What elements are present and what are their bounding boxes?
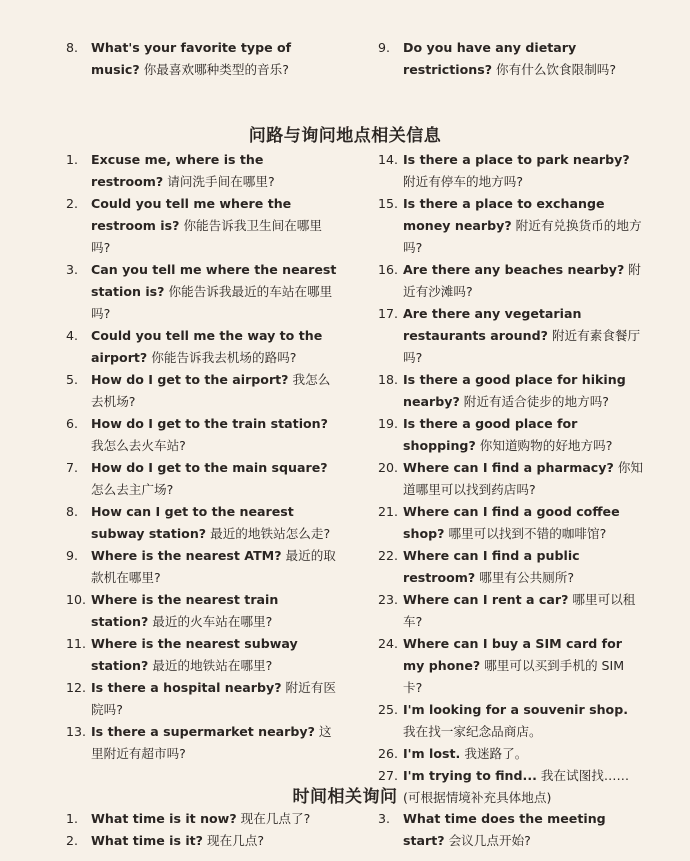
chinese-translation: 附近有沙滩吗? <box>403 262 641 299</box>
chinese-translation: 附近有停车的地方吗? <box>403 174 524 189</box>
item-number: 13. <box>66 724 87 739</box>
chinese-translation: 附近有适合徒步的地方吗? <box>463 394 609 409</box>
item-number: 22. <box>378 548 399 563</box>
english-phrase: I'm lost. <box>403 746 461 761</box>
phrase-item <box>378 699 644 743</box>
chinese-translation: 怎么去主广场? <box>91 482 174 497</box>
phrase-item <box>66 193 338 259</box>
chinese-translation: 哪里可以买到手机的 SIM 卡? <box>403 658 625 695</box>
phrase-item <box>66 677 338 721</box>
section-title-directions: 问路与询问地点相关信息 <box>248 126 442 146</box>
english-phrase: Excuse me, where is the restroom? <box>91 152 264 189</box>
item-number: 8. <box>66 504 79 519</box>
item-number: 11. <box>66 636 87 651</box>
chinese-translation: 请问洗手间在哪里? <box>167 174 275 189</box>
english-phrase: Is there a supermarket nearby? <box>91 724 315 739</box>
english-phrase: Where can I rent a car? <box>403 592 569 607</box>
chinese-translation: 你最喜欢哪种类型的音乐? <box>143 62 289 77</box>
item-number: 6. <box>66 416 79 431</box>
english-phrase: Where is the nearest train station? <box>91 592 279 629</box>
english-phrase: Are there any beaches nearby? <box>403 262 625 277</box>
chinese-translation: 我怎么去火车站? <box>91 438 186 453</box>
phrase-item <box>66 545 338 589</box>
phrase-item <box>66 457 338 501</box>
item-number: 25. <box>378 702 399 717</box>
item-number: 9. <box>378 40 391 55</box>
item-number: 20. <box>378 460 399 475</box>
phrase-item <box>66 589 338 633</box>
item-number: 1. <box>66 152 79 167</box>
phrase-item <box>378 413 644 457</box>
item-number: 27. <box>378 768 399 783</box>
phrase-item <box>378 37 644 81</box>
item-number: 15. <box>378 196 399 211</box>
phrase-item <box>378 545 644 589</box>
english-phrase: What time is it? <box>91 833 203 848</box>
english-phrase: I'm looking for a souvenir shop. <box>403 702 628 717</box>
item-number: 2. <box>66 833 79 848</box>
english-phrase: How can I get to the nearest subway station? <box>91 504 294 541</box>
chinese-translation: 现在几点了? <box>240 811 311 826</box>
phrase-item <box>378 149 644 193</box>
chinese-translation: 我在找一家纪念品商店。 <box>403 724 542 739</box>
chinese-translation: 你能告诉我最近的车站在哪里吗? <box>91 284 333 321</box>
item-number: 3. <box>378 811 391 826</box>
english-phrase: Do you have any dietary restrictions? <box>403 40 577 77</box>
english-phrase: Are there any vegetarian restaurants around? <box>403 306 582 343</box>
item-number: 18. <box>378 372 399 387</box>
english-phrase: Where is the nearest subway station? <box>91 636 298 673</box>
phrase-item <box>378 369 644 413</box>
phrase-item <box>378 743 644 765</box>
item-number: 3. <box>66 262 79 277</box>
chinese-translation: 现在几点? <box>207 833 265 848</box>
english-phrase: How do I get to the airport? <box>91 372 289 387</box>
chinese-translation: 最近的地铁站怎么走? <box>210 526 331 541</box>
english-phrase: Is there a hospital nearby? <box>91 680 282 695</box>
chinese-translation: 最近的取款机在哪里? <box>91 548 336 585</box>
time-right-column <box>378 808 644 852</box>
phrase-item <box>66 808 338 830</box>
chinese-translation: 最近的火车站在哪里? <box>152 614 273 629</box>
english-phrase: Where is the nearest ATM? <box>91 548 282 563</box>
item-number: 7. <box>66 460 79 475</box>
directions-right-column <box>378 149 644 809</box>
english-phrase: Where can I find a public restroom? <box>403 548 580 585</box>
english-phrase: How do I get to the main square? <box>91 460 328 475</box>
item-number: 2. <box>66 196 79 211</box>
chinese-translation: 哪里有公共厕所? <box>479 570 575 585</box>
phrase-item <box>66 830 338 852</box>
phrase-item <box>66 501 338 545</box>
section-title-time: 时间相关询问 <box>292 787 398 807</box>
phrase-item <box>378 501 644 545</box>
top-right-column <box>378 37 644 81</box>
english-phrase: I'm trying to find... <box>403 768 537 783</box>
english-phrase: Where can I buy a SIM card for my phone? <box>403 636 622 673</box>
phrase-item <box>66 721 338 765</box>
phrase-item <box>378 808 644 852</box>
item-number: 9. <box>66 548 79 563</box>
chinese-translation: 你能告诉我去机场的路吗? <box>151 350 297 365</box>
item-number: 1. <box>66 811 79 826</box>
chinese-translation: 你能告诉我卫生间在哪里吗? <box>91 218 322 255</box>
chinese-translation: 你有什么饮食限制吗? <box>496 62 617 77</box>
phrase-item <box>66 149 338 193</box>
item-number: 26. <box>378 746 399 761</box>
chinese-translation: 哪里可以租车? <box>403 592 636 629</box>
english-phrase: What's your favorite type of music? <box>91 40 292 77</box>
phrase-item <box>378 303 644 369</box>
item-number: 14. <box>378 152 399 167</box>
chinese-translation: 你知道哪里可以找到药店吗? <box>403 460 643 497</box>
english-phrase: Could you tell me the way to the airport? <box>91 328 323 365</box>
item-number: 16. <box>378 262 399 277</box>
item-number: 24. <box>378 636 399 651</box>
item-number: 8. <box>66 40 79 55</box>
item-number: 19. <box>378 416 399 431</box>
chinese-translation: 这里附近有超市吗? <box>91 724 332 761</box>
chinese-translation: 会议几点开始? <box>448 833 531 848</box>
chinese-translation: 你知道购物的好地方吗? <box>479 438 613 453</box>
item-number: 5. <box>66 372 79 387</box>
phrase-item <box>378 633 644 699</box>
english-phrase: Is there a good place for hiking nearby? <box>403 372 626 409</box>
phrase-item <box>66 413 338 457</box>
english-phrase: What time is it now? <box>91 811 237 826</box>
chinese-translation: 我迷路了。 <box>464 746 528 761</box>
chinese-translation: 哪里可以找到不错的咖啡馆? <box>448 526 607 541</box>
phrase-item <box>378 589 644 633</box>
english-phrase: Where can I find a pharmacy? <box>403 460 614 475</box>
english-phrase: What time does the meeting start? <box>403 811 606 848</box>
phrase-item <box>66 325 338 369</box>
english-phrase: Is there a place to park nearby? <box>403 152 630 167</box>
phrase-item <box>378 259 644 303</box>
chinese-translation: 我在试图找……(可根据情境补充具体地点) <box>403 768 630 805</box>
directions-left-column <box>66 149 338 765</box>
phrase-item <box>378 457 644 501</box>
item-number: 10. <box>66 592 87 607</box>
item-number: 23. <box>378 592 399 607</box>
english-phrase: How do I get to the train station? <box>91 416 328 431</box>
english-phrase: Could you tell me where the restroom is? <box>91 196 292 233</box>
top-left-column <box>66 37 338 81</box>
phrase-item <box>66 633 338 677</box>
item-number: 21. <box>378 504 399 519</box>
phrase-item <box>66 259 338 325</box>
item-number: 17. <box>378 306 399 321</box>
item-number: 12. <box>66 680 87 695</box>
item-number: 4. <box>66 328 79 343</box>
chinese-translation: 最近的地铁站在哪里? <box>152 658 273 673</box>
english-phrase: Is there a place to exchange money nearby? <box>403 196 605 233</box>
time-left-column <box>66 808 338 852</box>
chinese-translation: 我怎么去机场? <box>91 372 331 409</box>
phrase-item <box>66 369 338 413</box>
chinese-translation: 附近有医院吗? <box>91 680 336 717</box>
english-phrase: Can you tell me where the nearest station is? <box>91 262 337 299</box>
phrase-item <box>378 193 644 259</box>
english-phrase: Is there a good place for shopping? <box>403 416 578 453</box>
chinese-translation: 附近有素食餐厅吗? <box>403 328 641 365</box>
phrase-item <box>66 37 338 81</box>
english-phrase: Where can I find a good coffee shop? <box>403 504 620 541</box>
chinese-translation: 附近有兑换货币的地方吗? <box>403 218 642 255</box>
